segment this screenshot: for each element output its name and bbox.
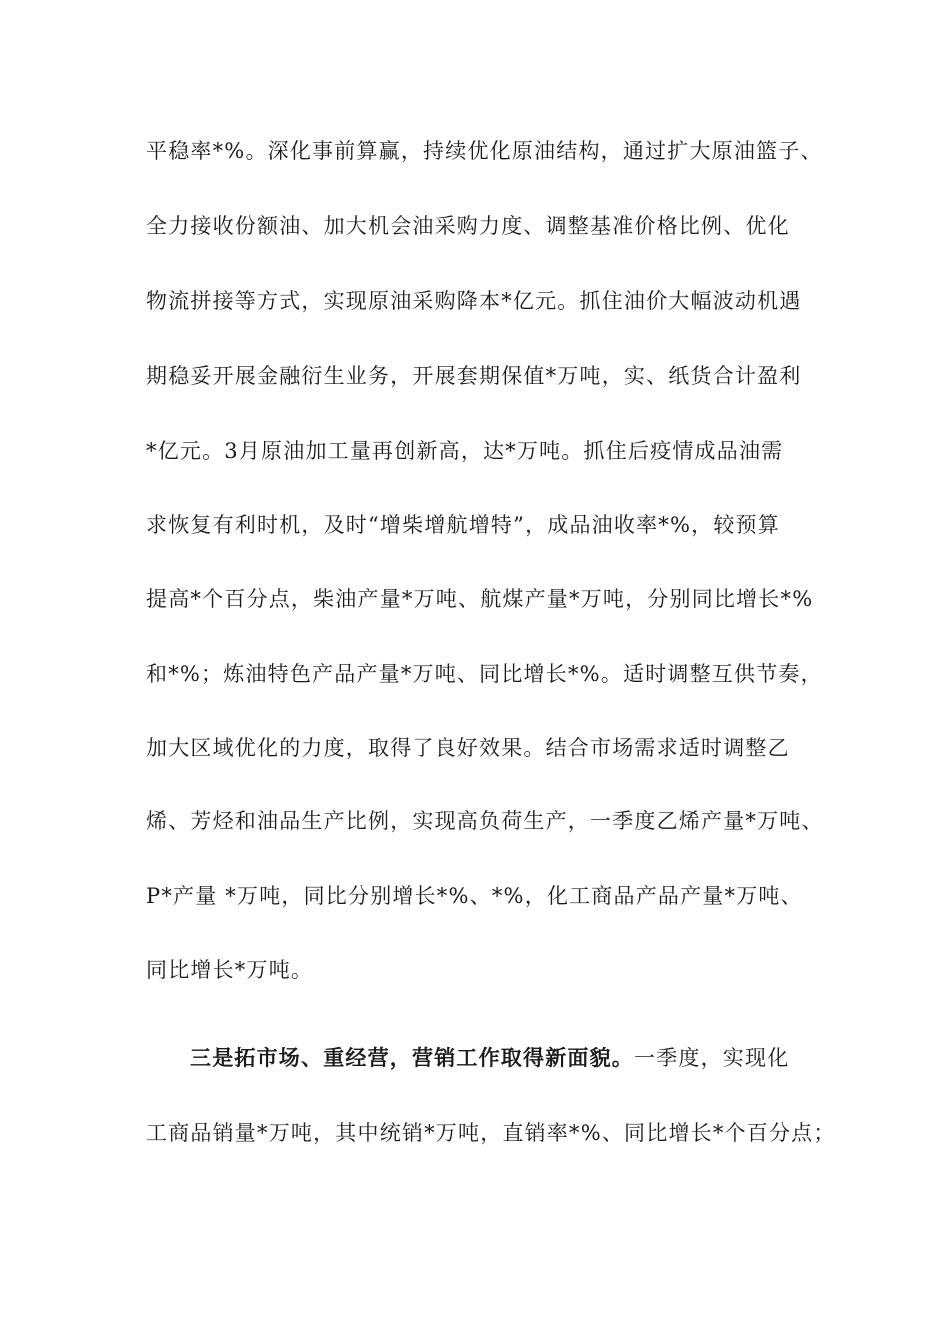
paragraph-line [190, 1043, 789, 1073]
paragraph-line: 和*%；炼油特色产品产量*万吨、同比增长*%。适时调整互供节奏， [146, 662, 823, 686]
section-heading: 三是拓市场、重经营，营销工作取得新面貌。 [190, 1045, 634, 1070]
paragraph-line: 加大区域优化的力度，取得了良好效果。结合市场需求适时调整乙 [146, 736, 790, 760]
paragraph-line: 物流拼接等方式，实现原油采购降本*亿元。抓住油价大幅波动机遇 [146, 289, 802, 313]
paragraph-line: *亿元。3月原油加工量再创新高，达*万吨。抓住后疫情成品油需 [146, 439, 784, 463]
paragraph-line: 全力接收份额油、加大机会油采购力度、调整基准价格比例、优化 [146, 214, 790, 238]
paragraph-line: 期稳妥开展金融衍生业务，开展套期保值*万吨，实、纸货合计盈利 [146, 364, 802, 388]
paragraph-text: 一季度，实现化 [634, 1046, 790, 1070]
paragraph-line: 求恢复有利时机，及时“增柴增航增特”，成品油收率*%，较预算 [146, 513, 780, 537]
paragraph-line: 提高*个百分点，柴油产量*万吨、航煤产量*万吨，分别同比增长*% [146, 587, 814, 611]
paragraph-line: 烯、芳烃和油品生产比例，实现高负荷生产，一季度乙烯产量*万吨、 [146, 809, 824, 833]
paragraph-line: P*产量 *万吨，同比分别增长*%、*%，化工商品产品产量*万吨、 [146, 884, 803, 908]
paragraph-line: 同比增长*万吨。 [146, 958, 314, 982]
paragraph-line: 平稳率*%。深化事前算赢，持续优化原油结构，通过扩大原油篮子、 [146, 139, 823, 163]
paragraph-line: 工商品销量*万吨，其中统销*万吨，直销率*%、同比增长*个百分点； [146, 1121, 836, 1145]
